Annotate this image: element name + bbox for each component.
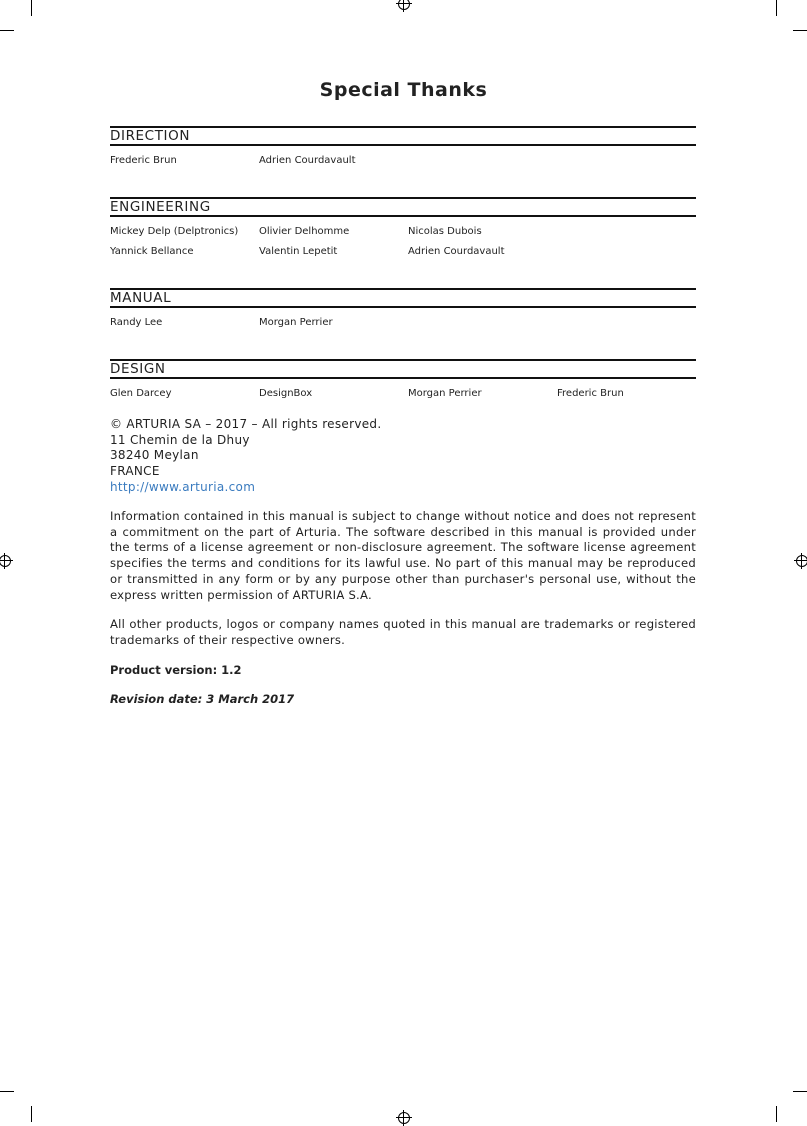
credit-name: Morgan Perrier	[259, 317, 333, 328]
section-heading-bar	[110, 288, 696, 308]
crop-mark-top-right	[776, 0, 777, 16]
credit-name: Valentin Lepetit	[259, 246, 338, 257]
registration-mark-left	[0, 553, 13, 569]
credit-name: DesignBox	[259, 388, 313, 399]
credits-row	[110, 151, 696, 171]
credit-name: Olivier Delhomme	[259, 226, 350, 237]
credits-row	[110, 313, 696, 333]
trademark-paragraph: All other products, logos or company names quoted in this manual are trademarks or registered trademarks of their respective owners.	[110, 617, 696, 647]
section-heading: DIRECTION	[110, 128, 191, 144]
credit-name: Adrien Courdavault	[408, 246, 505, 257]
section-heading: MANUAL	[110, 290, 172, 306]
page-title: Special Thanks	[319, 79, 488, 101]
revision-date: Revision date: 3 March 2017	[110, 692, 295, 706]
credit-name: Mickey Delp (Delptronics)	[110, 226, 239, 237]
registration-mark-bottom	[396, 1110, 412, 1126]
crop-mark-bottom-left	[31, 1106, 32, 1122]
credit-name: Frederic Brun	[110, 155, 177, 166]
credit-name: Nicolas Dubois	[408, 226, 482, 237]
credits-row	[110, 384, 696, 404]
product-version: Product version: 1.2	[110, 663, 242, 677]
credit-name: Frederic Brun	[557, 388, 624, 399]
copyright-line: © ARTURIA SA – 2017 – All rights reserved.	[110, 417, 382, 431]
crop-mark-top-right-h	[793, 30, 807, 31]
credit-name: Glen Darcey	[110, 388, 172, 399]
address-city: 38240 Meylan	[110, 448, 199, 463]
website-link[interactable]: http://www.arturia.com	[110, 479, 256, 494]
crop-mark-bottom-right-h	[793, 1091, 807, 1092]
credits-row	[110, 222, 696, 242]
credits-row	[110, 242, 696, 262]
section-design	[110, 359, 696, 404]
legal-notice-paragraph: Information contained in this manual is subject to change without notice and does not represent a commitment on the part of Arturia. The software described in this manual is provided under the terms of a license agreement or non-disclosure agreement. The software license agreement specifies the terms and conditions for its lawful use. No part of this manual may be reproduced or transmitted in any form or by any purpose other than purchaser's personal use, without the express written permission of ARTURIA S.A.	[110, 509, 696, 602]
company-address	[110, 417, 381, 496]
section-heading-bar	[110, 126, 696, 146]
crop-mark-bottom-right	[776, 1106, 777, 1122]
section-direction	[110, 126, 696, 171]
section-engineering	[110, 197, 696, 262]
section-manual	[110, 288, 696, 333]
crop-mark-bottom-left-h	[0, 1091, 14, 1092]
section-heading-bar	[110, 197, 696, 217]
credit-name: Morgan Perrier	[408, 388, 482, 399]
section-heading-bar	[110, 359, 696, 379]
crop-mark-top-left-h	[0, 30, 14, 31]
registration-mark-right	[794, 553, 807, 569]
address-street: 11 Chemin de la Dhuy	[110, 432, 250, 447]
address-country: FRANCE	[110, 464, 160, 479]
credit-name: Adrien Courdavault	[259, 155, 356, 166]
registration-mark-top	[396, 0, 412, 12]
section-heading: ENGINEERING	[110, 199, 211, 215]
section-heading: DESIGN	[110, 361, 166, 377]
credit-name: Yannick Bellance	[110, 246, 194, 257]
crop-mark-top-left	[31, 0, 32, 16]
credit-name: Randy Lee	[110, 317, 163, 328]
